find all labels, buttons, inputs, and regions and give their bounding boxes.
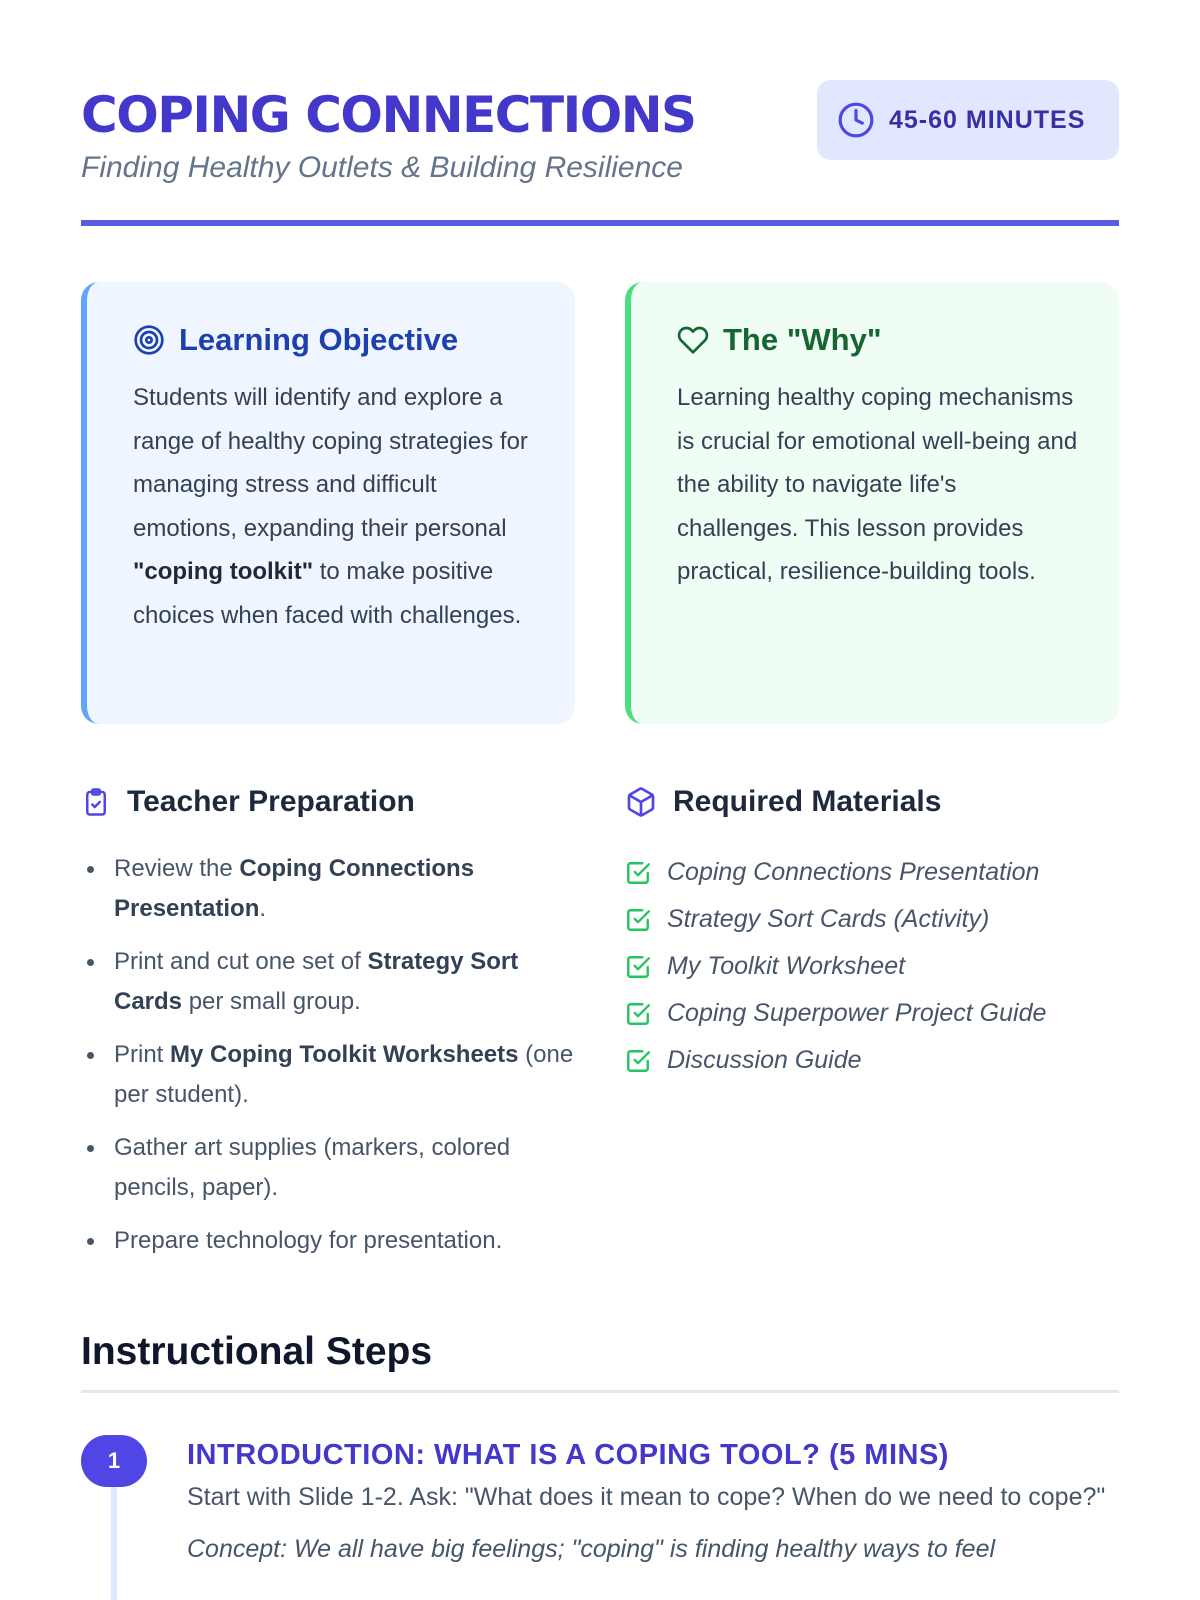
why-heading-text: The "Why" — [723, 322, 882, 357]
material-item-label: My Toolkit Worksheet — [667, 952, 906, 980]
objective-text-part: Students will identify and explore a range of healthy coping strategies for managing stress and difficult emotions, expanding their personal — [133, 384, 528, 542]
objective-text — [133, 376, 535, 637]
clock-icon — [837, 101, 875, 139]
why-heading — [677, 322, 1079, 358]
step-text: Start with Slide 1-2. Ask: "What does it mean to cope? When do we need to cope?" — [187, 1483, 1106, 1511]
material-item — [625, 896, 1119, 943]
check-square-icon — [625, 1048, 651, 1074]
duration-text: 45-60 MINUTES — [889, 105, 1086, 134]
step-note: Concept: We all have big feelings; "coping" is finding healthy ways to feel — [187, 1535, 996, 1563]
prep-item-text: per small group. — [182, 988, 361, 1015]
prep-item — [81, 942, 575, 1022]
why-text: Learning healthy coping mechanisms is crucial for emotional well-being and the ability to navigate life's challenges. This lesson provides practical, resilience-building tools. — [677, 384, 1078, 585]
check-square-icon — [625, 907, 651, 933]
prep-item-emphasis: Coping Connections Presentation — [114, 855, 475, 922]
teacher-prep-column — [81, 782, 575, 1274]
prep-item — [81, 849, 575, 929]
material-item-label: Coping Connections Presentation — [667, 858, 1040, 886]
material-item — [625, 943, 1119, 990]
instruction-step — [81, 1435, 1119, 1569]
materials-heading-text: Required Materials — [673, 785, 942, 818]
duration-badge — [817, 80, 1119, 160]
materials-list — [625, 849, 1119, 1084]
prep-item-text: Gather art supplies (markers, colored pencils, paper). — [114, 1134, 511, 1201]
cube-icon — [625, 786, 657, 818]
prep-heading — [81, 782, 575, 822]
target-icon — [133, 324, 165, 356]
check-square-icon — [625, 954, 651, 980]
prep-item-text: (one per student). — [114, 1041, 574, 1108]
steps-heading: Instructional Steps — [81, 1330, 1119, 1393]
check-square-icon — [625, 860, 651, 886]
prep-item-text: Print — [114, 1041, 171, 1068]
prep-item — [81, 1221, 575, 1261]
prep-item-emphasis: My Coping Toolkit Worksheets — [170, 1041, 519, 1068]
material-item-label: Strategy Sort Cards (Activity) — [667, 905, 990, 933]
step-title: INTRODUCTION: WHAT IS A COPING TOOL? (5 MINS) — [187, 1439, 949, 1471]
objective-text-emphasis: "coping toolkit" — [133, 558, 314, 585]
materials-heading — [625, 782, 1119, 822]
overview-cards — [81, 282, 1119, 724]
prep-list — [81, 849, 575, 1261]
prep-heading-text: Teacher Preparation — [127, 785, 415, 818]
material-item — [625, 849, 1119, 896]
step-number-badge: 1 — [81, 1435, 147, 1487]
objective-card — [81, 282, 575, 724]
prep-item — [81, 1035, 575, 1115]
prep-item-emphasis: Strategy Sort Cards — [114, 948, 519, 1015]
objective-heading-text: Learning Objective — [179, 322, 459, 357]
prep-materials-section — [81, 782, 1119, 1274]
prep-item-text: Prepare technology for presentation. — [114, 1227, 503, 1254]
heart-icon — [677, 324, 709, 356]
materials-column — [625, 782, 1119, 1274]
why-card — [625, 282, 1119, 724]
lesson-title: COPING CONNECTIONS — [81, 86, 696, 144]
material-item — [625, 1037, 1119, 1084]
check-square-icon — [625, 1001, 651, 1027]
prep-item-text: . — [259, 895, 267, 922]
prep-item — [81, 1128, 575, 1208]
objective-heading — [133, 322, 535, 358]
step-timeline-line — [111, 1487, 117, 1600]
clipboard-check-icon — [81, 786, 111, 818]
material-item-label: Coping Superpower Project Guide — [667, 999, 1047, 1027]
objective-text-part: to make positive choices when faced with challenges. — [133, 558, 522, 629]
material-item-label: Discussion Guide — [667, 1046, 862, 1074]
prep-item-text: Print and cut one set of — [114, 948, 368, 975]
lesson-header — [81, 80, 1119, 226]
lesson-subtitle: Finding Healthy Outlets & Building Resilience — [81, 151, 683, 184]
prep-item-text: Review the — [114, 855, 240, 882]
material-item — [625, 990, 1119, 1037]
